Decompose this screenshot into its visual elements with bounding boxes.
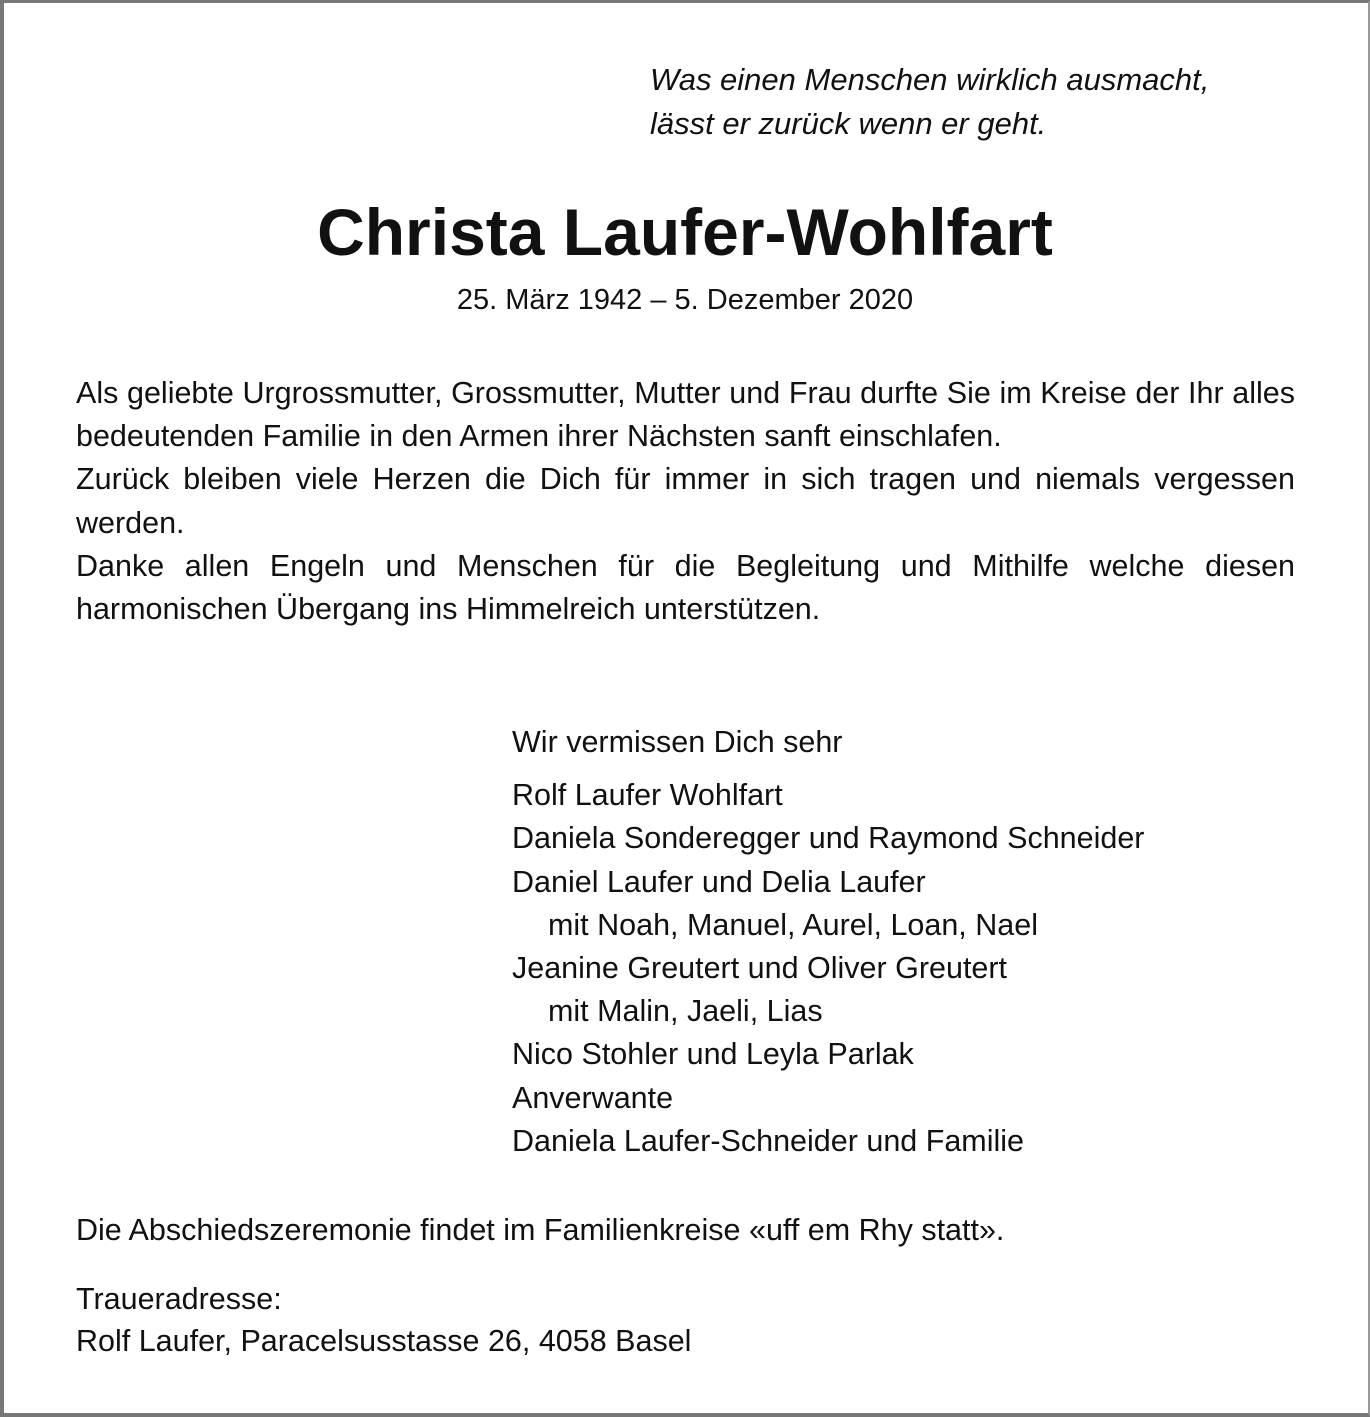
- address-value: Rolf Laufer, Paracelsusstasse 26, 4058 Basel: [76, 1324, 692, 1358]
- deceased-name: Christa Laufer-Wohlfart: [317, 195, 1053, 269]
- mourner-children: mit Malin, Jaeli, Lias: [548, 994, 823, 1029]
- mourner: Daniela Laufer-Schneider und Familie: [512, 1123, 1025, 1158]
- mourner: Daniel Laufer und Delia Laufer: [512, 864, 926, 899]
- mourner: Rolf Laufer Wohlfart: [512, 778, 783, 813]
- mourners-list: [512, 721, 1144, 1163]
- farewell-greeting: Wir vermissen Dich sehr: [512, 725, 843, 759]
- quote-line: lässt er zurück wenn er geht.: [650, 106, 1047, 141]
- mourner: Nico Stohler und Leyla Parlak: [512, 1037, 914, 1072]
- paragraph: Als geliebte Urgrossmutter, Grossmutter, Mutter und Frau durfte Sie im Kreise der Ihr alles bedeutenden Familie in den Armen ihrer Nächsten sanft einschlafen.: [76, 376, 1295, 454]
- epigraph-quote: [650, 58, 1209, 146]
- obituary-text: [76, 372, 1295, 631]
- mourner: Daniela Sonderegger und Raymond Schneider: [512, 821, 1145, 856]
- mourning-address: [76, 1278, 691, 1362]
- life-dates: 25. März 1942 – 5. Dezember 2020: [456, 284, 914, 316]
- address-label: Traueradresse:: [76, 1282, 282, 1316]
- paragraph: Danke allen Engeln und Menschen für die Begleitung und Mithilfe welche diesen harmonischen Übergang ins Himmelreich unterstützen.: [76, 548, 1295, 627]
- mourner: Jeanine Greutert und Oliver Greutert: [512, 951, 1008, 986]
- mourner: Anverwante: [512, 1080, 674, 1115]
- mourner-children: mit Noah, Manuel, Aurel, Loan, Nael: [548, 907, 1038, 942]
- ceremony-note: Die Abschiedszeremonie findet im Familienkreise «uff em Rhy statt».: [76, 1213, 1005, 1247]
- quote-line: Was einen Menschen wirklich ausmacht,: [650, 62, 1210, 97]
- paragraph: Zurück bleiben viele Herzen die Dich für immer in sich tragen und niemals vergessen werden.: [76, 462, 1295, 540]
